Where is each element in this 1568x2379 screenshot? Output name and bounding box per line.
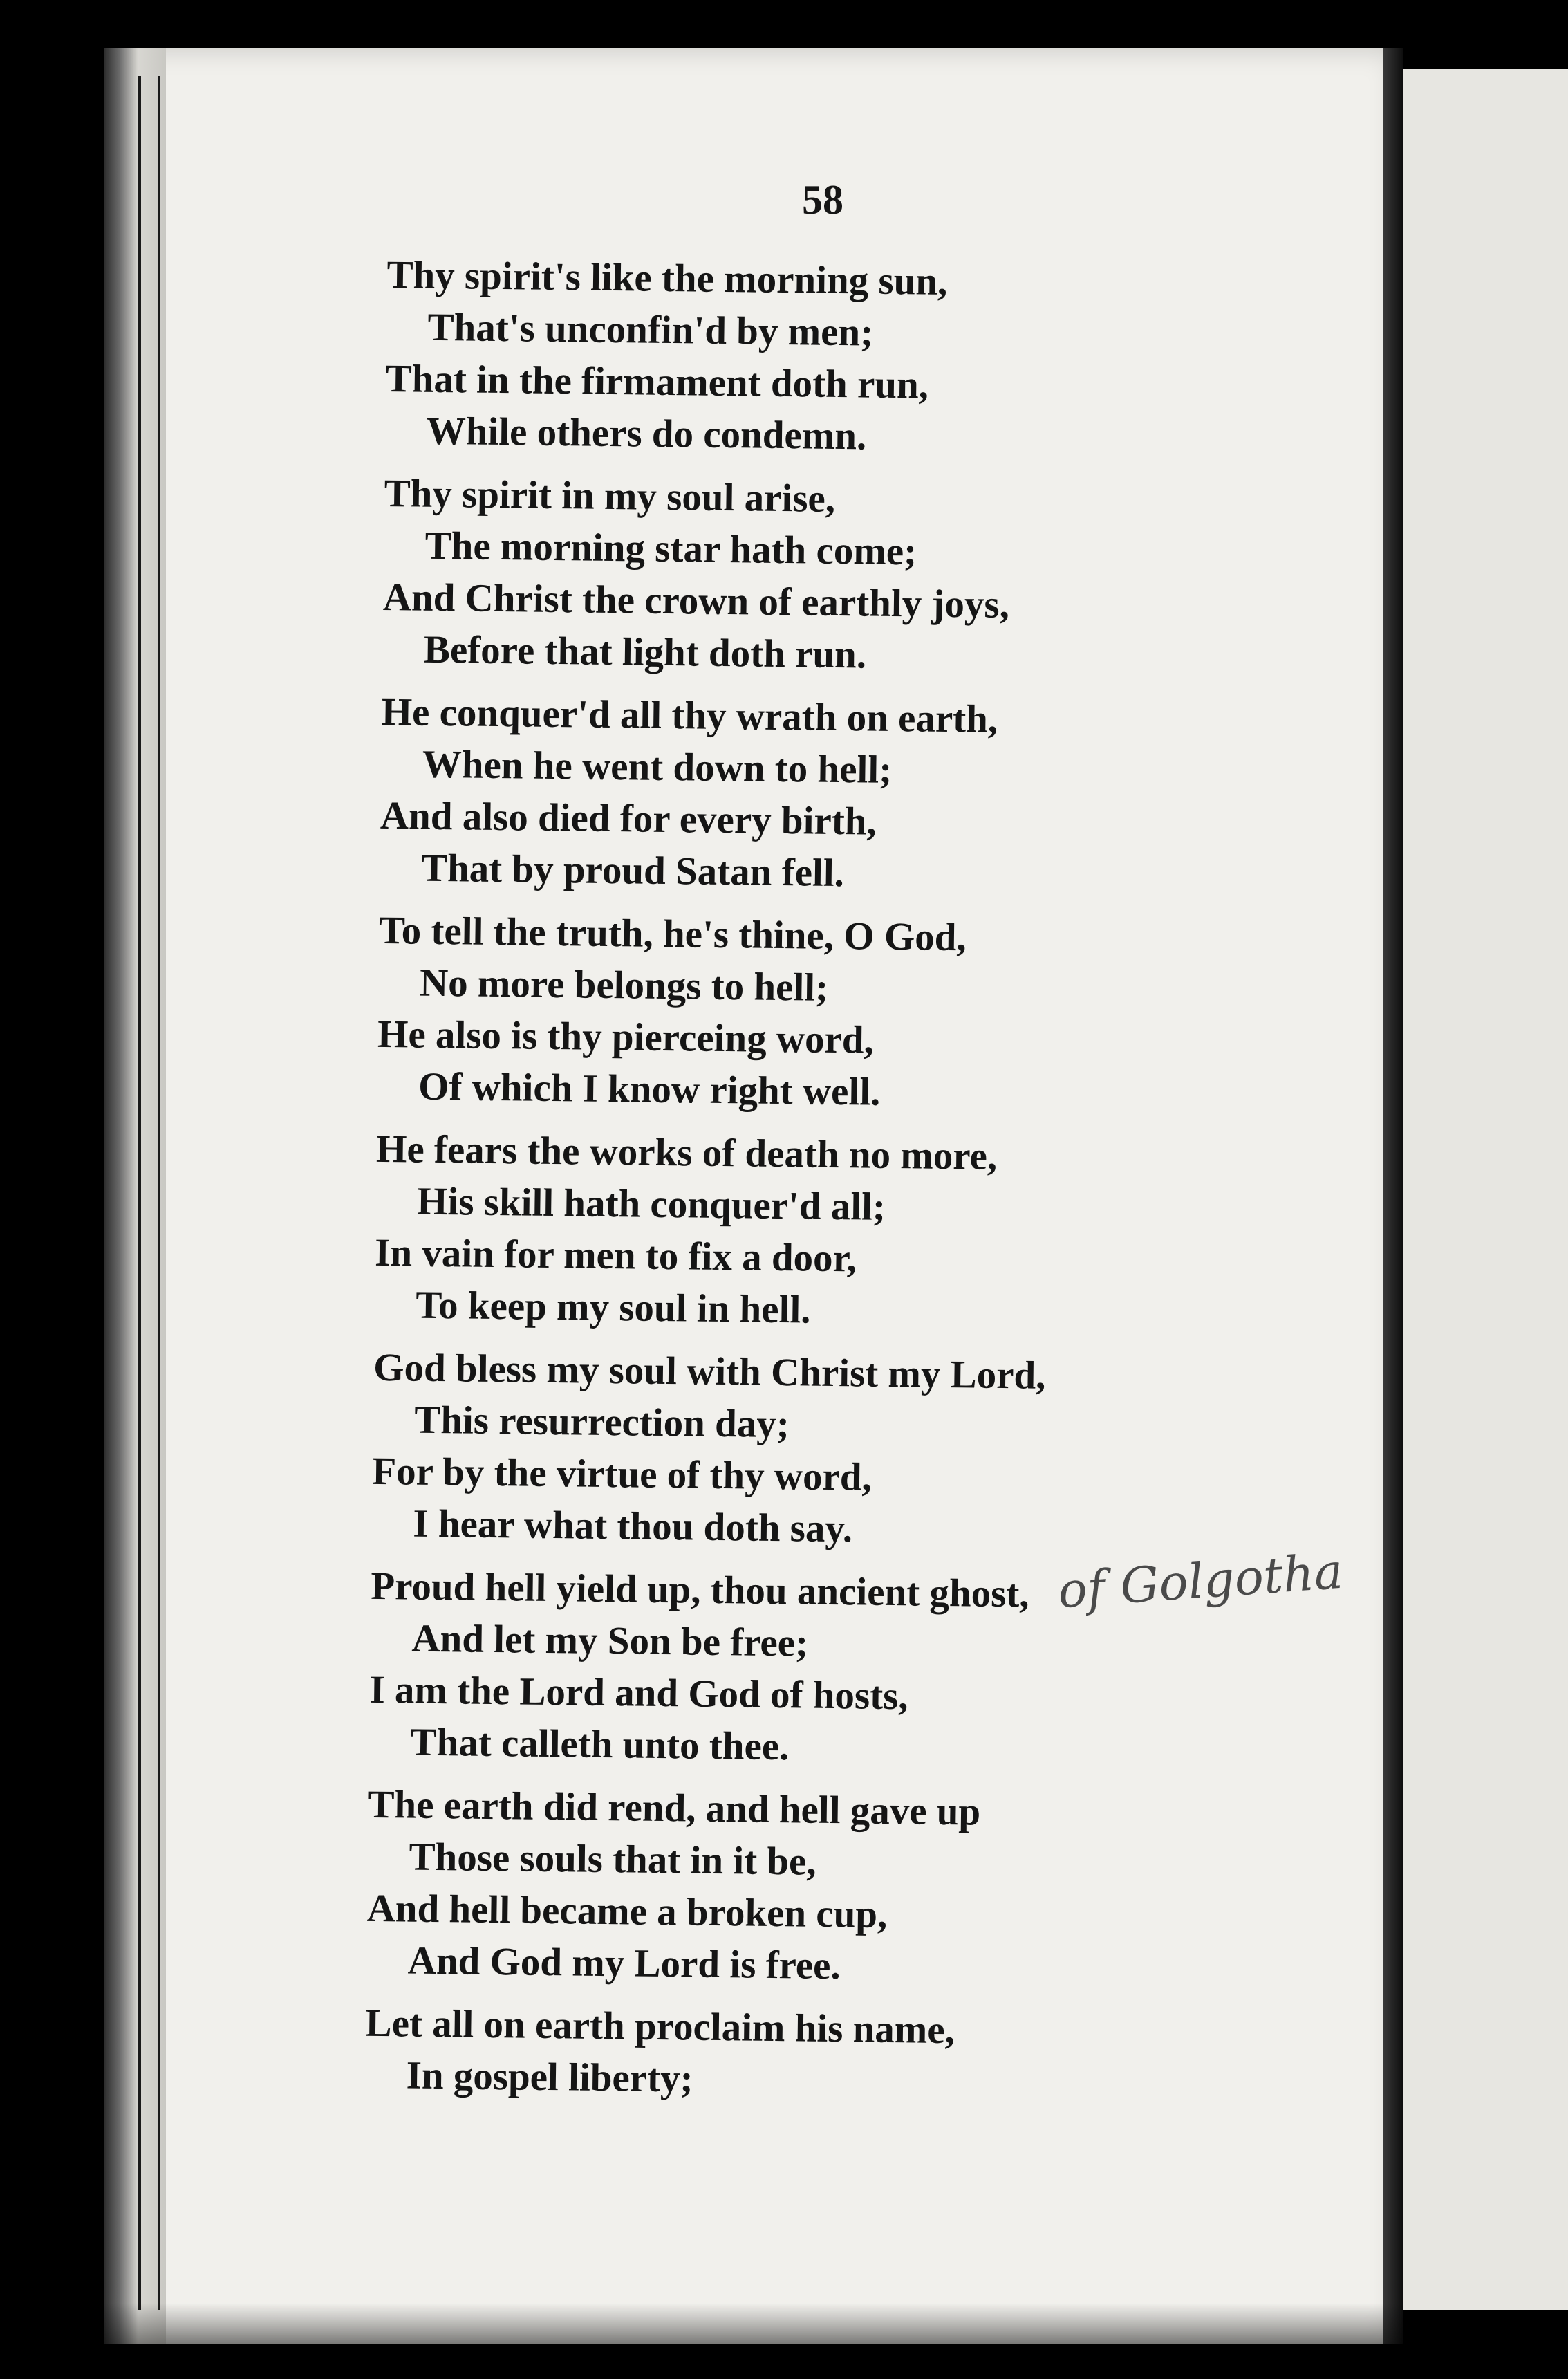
poem-line: That in the firmament doth run, bbox=[385, 356, 929, 407]
handwritten-margin-note: of Golgotha bbox=[1056, 1542, 1345, 1620]
poem-line: To tell the truth, he's thine, O God, bbox=[378, 908, 967, 960]
poem-line: He also is thy pierceing word, bbox=[377, 1012, 875, 1062]
poem-line: He fears the works of death no more, bbox=[375, 1127, 998, 1178]
poem-line: In gospel liberty; bbox=[406, 2053, 693, 2101]
poem-line: I hear what thou doth say. bbox=[413, 1501, 853, 1551]
poem-line: Of which I know right well. bbox=[418, 1064, 881, 1114]
poem-line: Before that light doth run. bbox=[423, 627, 867, 677]
poem-line: And let my Son be free; bbox=[411, 1616, 809, 1665]
poem-line: His skill hath conquer'd all; bbox=[416, 1179, 886, 1229]
poem-line: And God my Lord is free. bbox=[407, 1938, 841, 1988]
left-binding-edge bbox=[104, 48, 166, 2344]
poem-line: God bless my soul with Christ my Lord, bbox=[373, 1345, 1046, 1398]
stanza bbox=[382, 468, 1283, 686]
poem-line: And also died for every birth, bbox=[380, 793, 877, 844]
poem-line: Thy spirit's like the morning sun, bbox=[386, 252, 948, 304]
stanza bbox=[380, 686, 1281, 905]
poem-line: Thy spirit in my soul arise, bbox=[384, 471, 836, 521]
poem-line: To keep my soul in hell. bbox=[415, 1283, 811, 1332]
poem-text bbox=[364, 249, 1286, 2123]
poem-line: That calleth unto thee. bbox=[410, 1720, 790, 1769]
poem-line: That by proud Satan fell. bbox=[420, 846, 845, 896]
stanza bbox=[374, 1123, 1276, 1342]
facing-page-edge bbox=[1403, 69, 1568, 2310]
page-bottom-shadow bbox=[104, 2303, 1403, 2344]
poem-line: While others do condemn. bbox=[426, 409, 867, 459]
poem-line: Those souls that in it be, bbox=[409, 1835, 817, 1884]
poem-line: In vain for men to fix a door, bbox=[374, 1230, 857, 1281]
poem-line: And Christ the crown of earthly joys, bbox=[382, 575, 1010, 627]
poem-line: He conquer'd all thy wrath on earth, bbox=[381, 689, 998, 741]
stanza bbox=[384, 249, 1286, 468]
poem-line: The earth did rend, and hell gave up bbox=[368, 1782, 981, 1834]
book-gutter bbox=[1383, 48, 1403, 2344]
poem-line: For by the virtue of thy word, bbox=[372, 1449, 872, 1499]
poem-line: Proud hell yield up, thou ancient ghost, bbox=[370, 1564, 1030, 1616]
stanza bbox=[364, 1997, 1264, 2112]
stanza bbox=[371, 1342, 1273, 1560]
poem-line: That's unconfin'd by men; bbox=[427, 305, 874, 355]
stanza bbox=[377, 905, 1278, 1123]
poem-line: No more belongs to hell; bbox=[419, 961, 829, 1010]
binding-rule-inner bbox=[158, 76, 160, 2310]
binding-rule-outer bbox=[138, 76, 141, 2310]
poem-line: The morning star hath come; bbox=[424, 524, 917, 574]
page-number: 58 bbox=[802, 177, 843, 223]
poem-line: And hell became a broken cup, bbox=[366, 1886, 888, 1937]
poem-line: Let all on earth proclaim his name, bbox=[365, 2001, 955, 2053]
poem-line: When he went down to hell; bbox=[422, 742, 893, 792]
stanza bbox=[366, 1779, 1267, 1997]
poem-line: This resurrection day; bbox=[413, 1398, 790, 1447]
poem-line: I am the Lord and God of hosts, bbox=[369, 1667, 909, 1719]
